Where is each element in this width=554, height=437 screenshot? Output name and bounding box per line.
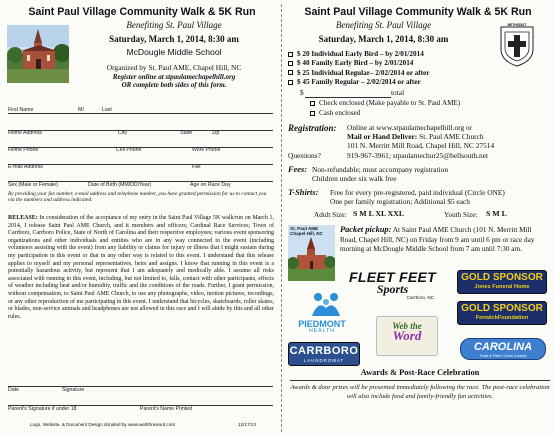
questions-label: Questions? bbox=[288, 151, 321, 160]
left-venue: McDougle Middle School bbox=[126, 47, 222, 57]
tshirts-text-2: One per family registration; Additional $5 each bbox=[330, 197, 470, 206]
left-subtitle: Benefiting St. Paul Village bbox=[126, 20, 222, 30]
registration-heading: Registration: bbox=[288, 123, 337, 133]
checkbox[interactable] bbox=[310, 111, 315, 116]
age-label: Age on Race Day bbox=[190, 182, 231, 188]
signature-line[interactable] bbox=[8, 386, 273, 387]
checkbox[interactable] bbox=[288, 70, 293, 75]
carolina-logo: CAROLINA Track & Field / Cross Country bbox=[460, 338, 546, 360]
right-date: Saturday, March 1, 2014, 8:30 am bbox=[318, 34, 449, 44]
tshirts-text-1: Free for every pre-registered, paid individual (Circle ONE) bbox=[330, 188, 505, 197]
first-name-label: First Name bbox=[8, 107, 34, 113]
packet-text: At Saint Paul AME Church (101 N. Merritt Mill Road, Chapel Hill, NC) on Friday from 9 am until 6 pm or race day morning at McDougle Middle School from 7 am until 7:30 am. bbox=[340, 226, 535, 253]
left-register-online: Register online at stpaulamechapelhill.org bbox=[112, 73, 236, 81]
right-subtitle: Benefiting St. Paul Village bbox=[335, 20, 432, 30]
fax-label: Fax bbox=[192, 164, 201, 170]
parent-signature-label: Parent's Signature if under 18 bbox=[8, 406, 77, 412]
packet-heading: Packet pickup: bbox=[340, 225, 392, 234]
awards-heading: Awards & Post-Race Celebration bbox=[360, 368, 480, 377]
adult-size-label: Adult Size: bbox=[314, 211, 347, 219]
right-title: Saint Paul Village Community Walk & 5K Run bbox=[304, 6, 532, 18]
registration-online: Online at www.stpaulamechapelhill.org or bbox=[347, 123, 473, 132]
total-label: total bbox=[391, 88, 405, 97]
awards-divider bbox=[290, 380, 550, 381]
form-line-email[interactable] bbox=[8, 164, 273, 165]
fee-option[interactable]: $ 45 Family Regular – 2/02/2014 or after bbox=[288, 78, 429, 87]
piedmont-health-icon bbox=[309, 290, 343, 318]
fee-option[interactable]: $ 40 Family Early Bird – by 2/01/2014 bbox=[288, 59, 429, 68]
email-label: E-mail Address bbox=[8, 164, 43, 170]
registration-mail: Mail or Hand Deliver: St. Paul AME Church bbox=[347, 132, 484, 141]
photo-caption: St. Paul AME Chapel Hill, NC bbox=[290, 226, 323, 237]
fold-divider bbox=[281, 4, 282, 432]
payment-cash[interactable]: Cash enclosed bbox=[310, 109, 360, 117]
work-phone-label: Work Phone bbox=[192, 147, 221, 153]
home-address-label: Home Address bbox=[8, 130, 43, 136]
release-paragraph bbox=[8, 215, 274, 322]
sex-label: Sex (Male or Female) bbox=[8, 182, 58, 188]
checkbox[interactable] bbox=[288, 80, 293, 85]
fees-text-2: Children under six walk free bbox=[312, 174, 397, 183]
awards-text: Awards & door prizes will be presented immediately following the race. The post-race celebration will also include food and family-friendly fun activities. bbox=[290, 384, 550, 400]
checkbox[interactable] bbox=[288, 52, 293, 57]
fees-heading: Fees: bbox=[288, 165, 308, 174]
dob-label: Date of Birth (MM/DD/Year) bbox=[88, 182, 152, 188]
fleet-feet-logo: FLEET FEET Sports Carrboro, NC bbox=[349, 269, 436, 300]
ame-emblem-icon bbox=[497, 23, 537, 67]
tshirts-heading: T-Shirts: bbox=[288, 188, 319, 197]
adult-size-options[interactable]: S M L XL XXL bbox=[353, 209, 405, 218]
parent-name-label: Parent's Name Printed bbox=[140, 406, 193, 412]
questions-contact: 919-967-3961; stpaulamechur25@bellsouth.net bbox=[347, 151, 489, 160]
footer-credit: Logo, Website, & Document Design donated by www.webthreword.com bbox=[30, 422, 176, 427]
total-prefix: $ bbox=[300, 88, 304, 97]
checkbox[interactable] bbox=[310, 101, 315, 106]
checkbox[interactable] bbox=[288, 61, 293, 66]
fee-option[interactable]: $ 25 Individual Regular– 2/02/2014 or after bbox=[288, 69, 429, 78]
form-line-address[interactable] bbox=[8, 130, 273, 131]
footer-date: 12/17/13 bbox=[238, 422, 256, 427]
emblem-top-text: METHODIST bbox=[507, 23, 527, 27]
signature-label: Signature bbox=[62, 387, 85, 393]
packet-pickup bbox=[340, 225, 550, 254]
fee-options bbox=[288, 50, 429, 88]
date-label: Date bbox=[8, 387, 19, 393]
piedmont-health-logo: PIEDMONT HEALTH bbox=[298, 319, 346, 335]
form-line-name[interactable] bbox=[8, 113, 273, 114]
church-photo bbox=[7, 25, 69, 83]
registration-address: 101 N. Merritt Mill Road, Chapel Hill, NC 27514 bbox=[347, 141, 495, 150]
release-heading: RELEASE: bbox=[8, 215, 38, 221]
web-the-word-logo: Web the Word bbox=[376, 316, 438, 356]
city-label: City bbox=[118, 130, 127, 136]
release-text: In consideration of the acceptance of my entry in the Saint Paul Village 5K walk/run on March 1, 2014, I release Saint Paul AME Church, and it members and officers; Cardinal Race Services; Town of Carrboro, Carrboro Police, State of North of Carolina and their respective employees; various event sponsoring organizations and other individuals and entities who are in any way connected to the event (including volunteers assisting with the event) from any liability or claims for injury or illness that I might sustain during my participation in this event or that in any other way is related to this event. I understand that this release applies to myself and my personal representatives, heirs and assigns. I know that running in this event is a potentially hazardous activity, but represent that I am adequately and medically able. I assume all risks associated with running in this event, including, but not limited to, falls, contact with other participants, effects of weather including heat and/or humidity, traffic and the conditions of the roads. Further, I grant permission, without compensation, to Saint Paul AME Church, to use any photographs, video, motion pictures, recordings, or any other reproduction of me participating in this event. I understand that bicycles, skateboards, roller skates, or blades, non-service animals and headphones are not allowed in this race and I will abide by this and all other rules. bbox=[8, 215, 275, 320]
left-title: Saint Paul Village Community Walk & 5K Run bbox=[28, 6, 256, 18]
gold-sponsor-jones: GOLD SPONSOR Jones Funeral Home bbox=[457, 270, 547, 294]
gold-sponsor-fenwick: GOLD SPONSOR FenwickFoundation bbox=[457, 301, 547, 325]
state-label: State bbox=[180, 130, 193, 136]
left-organizer: Organized by St. Paul AME, Chapel Hill, NC bbox=[106, 63, 242, 72]
youth-size-label: Youth Size: bbox=[444, 211, 478, 219]
home-phone-label: Home Phone bbox=[8, 147, 39, 153]
cell-phone-label: Cell Phone bbox=[116, 147, 142, 153]
left-or-complete: OR complete both sides of this form. bbox=[121, 81, 227, 89]
mi-label: MI bbox=[78, 107, 84, 113]
fees-text-1: Non-refundable; must accompany registration bbox=[312, 165, 449, 174]
left-date: Saturday, March 1, 2014, 8:30 am bbox=[109, 34, 239, 44]
youth-size-options[interactable]: S M L bbox=[486, 209, 507, 218]
carrboro-laundromat-logo: CARRBORO LAUNDROMAT bbox=[288, 342, 360, 366]
privacy-note: By providing your fax number, e-mail address and telephone number, you have granted permission for us to contact you via the numbers and address indicated. bbox=[8, 191, 267, 204]
fee-option[interactable]: $ 20 Individual Early Bird – by 2/01/2014 bbox=[288, 50, 429, 59]
payment-check[interactable]: Check enclosed (Make payable to St. Paul AME) bbox=[310, 99, 460, 107]
last-label: Last bbox=[102, 107, 112, 113]
total-line[interactable] bbox=[305, 97, 391, 98]
zip-label: Zip bbox=[212, 130, 220, 136]
